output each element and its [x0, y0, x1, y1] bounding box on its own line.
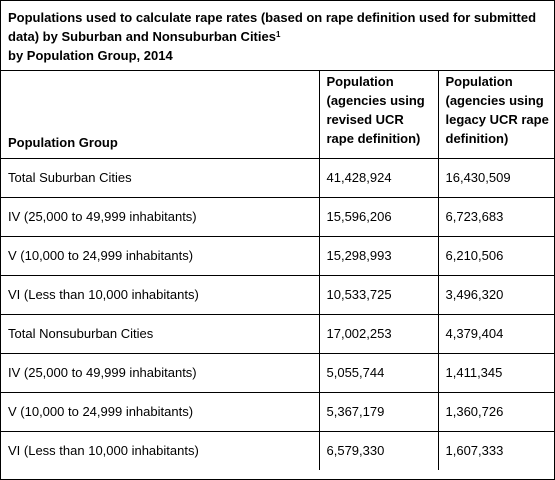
cell-population-group: Total Nonsuburban Cities — [1, 314, 319, 353]
cell-legacy-population: 1,360,726 — [438, 392, 554, 431]
header-revised-line: (agencies using — [326, 93, 425, 108]
cell-population-group: V (10,000 to 24,999 inhabitants) — [1, 392, 319, 431]
title-line-1: Populations used to calculate rape rates (based on rape definition used for submitted — [8, 10, 537, 25]
header-legacy-line: (agencies using — [445, 93, 544, 108]
footnote-marker: 1 — [275, 30, 281, 39]
cell-population-group: IV (25,000 to 49,999 inhabitants) — [1, 353, 319, 392]
header-row — [1, 71, 554, 158]
cell-legacy-population: 6,210,506 — [438, 236, 554, 275]
table-row — [1, 197, 554, 236]
table-row — [1, 236, 554, 275]
table-row — [1, 353, 554, 392]
cell-revised-population: 10,533,725 — [319, 275, 438, 314]
table-row — [1, 431, 554, 470]
cell-legacy-population: 6,723,683 — [438, 197, 554, 236]
cell-population-group: VI (Less than 10,000 inhabitants) — [1, 431, 319, 470]
cell-revised-population: 41,428,924 — [319, 158, 438, 197]
cell-legacy-population: 3,496,320 — [438, 275, 554, 314]
header-revised-line: rape definition) — [326, 131, 421, 146]
population-table — [1, 71, 554, 470]
title-line-2 — [8, 27, 554, 46]
cell-revised-population: 17,002,253 — [319, 314, 438, 353]
header-legacy-line: legacy UCR rape — [445, 112, 549, 127]
cell-revised-population: 15,298,993 — [319, 236, 438, 275]
cell-revised-population: 5,055,744 — [319, 353, 438, 392]
cell-population-group: V (10,000 to 24,999 inhabitants) — [1, 236, 319, 275]
cell-legacy-population: 4,379,404 — [438, 314, 554, 353]
cell-revised-population: 5,367,179 — [319, 392, 438, 431]
cell-legacy-population: 1,607,333 — [438, 431, 554, 470]
table-row — [1, 275, 554, 314]
header-revised-line: Population — [326, 74, 394, 89]
table-title — [1, 1, 554, 71]
cell-population-group: IV (25,000 to 49,999 inhabitants) — [1, 197, 319, 236]
title-line-2-text: data) by Suburban and Nonsuburban Cities — [8, 29, 276, 44]
header-legacy-line: definition) — [445, 131, 509, 146]
cell-legacy-population: 1,411,345 — [438, 353, 554, 392]
cell-revised-population: 15,596,206 — [319, 197, 438, 236]
table-row — [1, 392, 554, 431]
header-legacy-ucr — [438, 71, 554, 158]
cell-population-group: Total Suburban Cities — [1, 158, 319, 197]
header-revised-line: revised UCR — [326, 112, 404, 127]
cell-population-group: VI (Less than 10,000 inhabitants) — [1, 275, 319, 314]
cell-legacy-population: 16,430,509 — [438, 158, 554, 197]
header-legacy-line: Population — [445, 74, 513, 89]
header-population-group: Population Group — [1, 71, 319, 158]
table-row — [1, 314, 554, 353]
table-row — [1, 158, 554, 197]
header-revised-ucr — [319, 71, 438, 158]
cell-revised-population: 6,579,330 — [319, 431, 438, 470]
title-line-3: by Population Group, 2014 — [8, 48, 173, 63]
